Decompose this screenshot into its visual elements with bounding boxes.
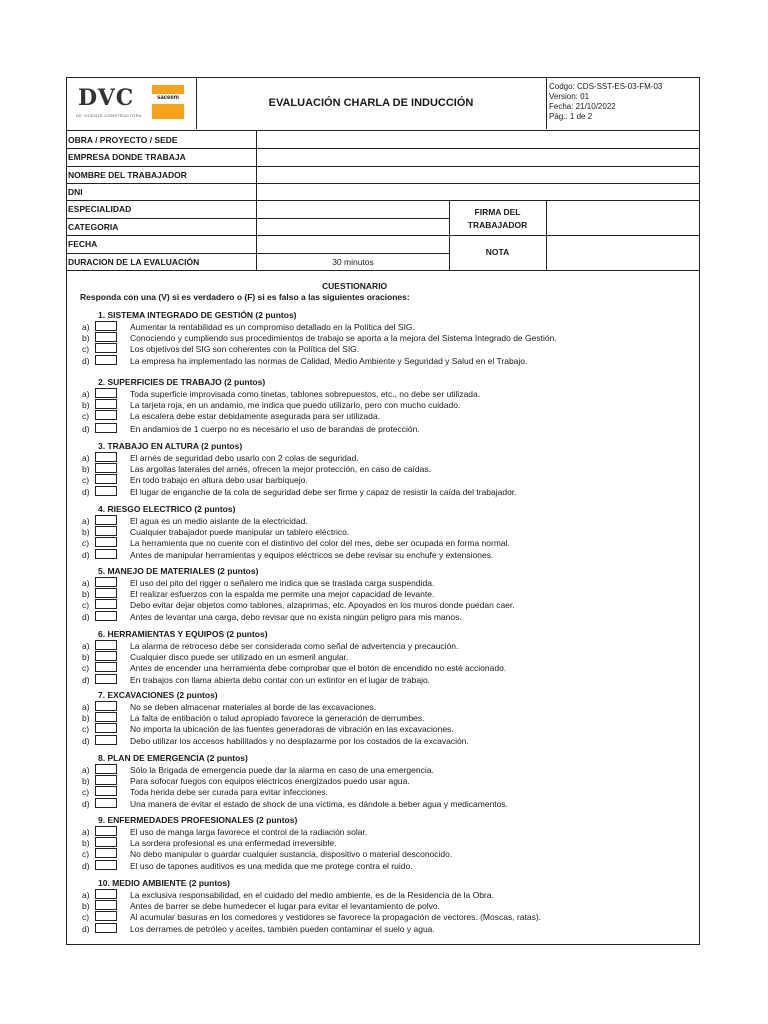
option-text: No importa la ubicación de las fuentes generadoras de vibración en las excavaciones. xyxy=(130,724,454,734)
field-label-fecha: FECHA xyxy=(68,239,98,249)
option-text: La herramienta que no cuente con el distintivo del color del mes, debe ser ocupada en forma normal. xyxy=(130,538,510,548)
option-letter: c) xyxy=(82,600,90,610)
option-text: El agua es un medio aislante de la electricidad. xyxy=(130,516,308,526)
firma-trabajador-label: FIRMA DEL TRABAJADOR xyxy=(467,207,528,230)
saceem-logo: saceem xyxy=(152,85,184,119)
option-letter: b) xyxy=(82,838,90,848)
option-text: Al acumular basuras en los comedores y vestidores se favorece la propagación de vectores. (Moscas, ratas). xyxy=(130,912,542,922)
option-text: La tarjeta roja, en un andamio, me indica que puedo utilizarlo, pero con mucho cuidado. xyxy=(130,400,461,410)
option-text: El realizar esfuerzos con la espalda me permite una mejor capacidad de levante. xyxy=(130,589,435,599)
option-letter: c) xyxy=(82,849,90,859)
option-letter: d) xyxy=(82,550,90,560)
logo-cell xyxy=(66,77,197,129)
option-text: En andamios de 1 cuerpo no es necesario el uso de barandas de protección. xyxy=(130,424,420,434)
option-text: No se deben almacenar materiales al borde de las excavaciones. xyxy=(130,702,377,712)
nota-field[interactable] xyxy=(547,236,699,270)
answer-box[interactable] xyxy=(95,474,117,484)
date-line: Fecha: 21/10/2022 xyxy=(549,102,616,111)
option-letter: c) xyxy=(82,411,90,421)
field-input-nombre[interactable] xyxy=(257,166,699,183)
answer-box[interactable] xyxy=(95,537,117,547)
document-code-block xyxy=(546,77,698,129)
option-text: El uso de tapones auditivos es una medida que me protege contra el ruido. xyxy=(130,861,413,871)
duracion-value: 30 minutos xyxy=(332,257,374,267)
field-input-categoria[interactable] xyxy=(257,218,449,235)
firma-signature-field[interactable] xyxy=(547,200,699,235)
option-letter: d) xyxy=(82,861,90,871)
option-letter: c) xyxy=(82,724,90,734)
answer-box[interactable] xyxy=(95,860,117,870)
answer-box[interactable] xyxy=(95,786,117,796)
option-text: La sordera profesional es una enfermedad irreversible. xyxy=(130,838,337,848)
version-line: Version: 01 xyxy=(549,92,590,101)
option-text: La empresa ha implementado las normas de Calidad, Medio Ambiente y Seguridad y Salud en el Trabajo. xyxy=(130,356,528,366)
section-title: 6. HERRAMIENTAS Y EQUIPOS (2 puntos) xyxy=(98,629,268,639)
answer-box[interactable] xyxy=(95,826,117,836)
questionnaire-instructions: Responda con una (V) si es verdadero o (F) si es falso a las siguientes oraciones: xyxy=(80,292,410,302)
answer-box[interactable] xyxy=(95,775,117,785)
option-letter: a) xyxy=(82,578,90,588)
field-input-obra[interactable] xyxy=(257,131,699,148)
field-label-duracion: DURACION DE LA EVALUACIÓN xyxy=(68,257,200,267)
section-title: 10. MEDIO AMBIENTE (2 puntos) xyxy=(98,878,230,888)
answer-box[interactable] xyxy=(95,486,117,496)
option-text: La falta de entibación o talud apropiado favorece la generación de derrumbes. xyxy=(130,713,425,723)
answer-box[interactable] xyxy=(95,463,117,473)
option-text: El arnés de seguridad debo usarlo con 2 colas de seguridad. xyxy=(130,453,359,463)
option-letter: a) xyxy=(82,641,90,651)
option-text: El lugar de enganche de la cola de seguridad debe ser firme y capaz de resistir la caída del trabajador. xyxy=(130,487,517,497)
field-input-fecha[interactable] xyxy=(257,235,449,253)
option-letter: a) xyxy=(82,765,90,775)
option-letter: d) xyxy=(82,612,90,622)
field-label-categoria: CATEGORIA xyxy=(68,222,119,232)
answer-box[interactable] xyxy=(95,549,117,559)
option-text: Debo evitar dejar objetos como tablones, alzaprimas, etc. Apoyados en los muros donde puedan caer. xyxy=(130,600,515,610)
option-letter: c) xyxy=(82,787,90,797)
section-title: 8. PLAN DE EMERGENCIA (2 puntos) xyxy=(98,753,248,763)
section-title: 3. TRABAJO EN ALTURA (2 puntos) xyxy=(98,441,243,451)
answer-box[interactable] xyxy=(95,526,117,536)
option-letter: a) xyxy=(82,322,90,332)
answer-box[interactable] xyxy=(95,662,117,672)
answer-box[interactable] xyxy=(95,399,117,409)
answer-box[interactable] xyxy=(95,889,117,899)
field-input-especialidad[interactable] xyxy=(257,200,449,218)
answer-box[interactable] xyxy=(95,452,117,462)
option-letter: b) xyxy=(82,527,90,537)
answer-box[interactable] xyxy=(95,410,117,420)
option-letter: a) xyxy=(82,516,90,526)
answer-box[interactable] xyxy=(95,388,117,398)
field-input-dni[interactable] xyxy=(257,183,699,200)
field-label-obra: OBRA / PROYECTO / SEDE xyxy=(68,135,178,145)
option-letter: c) xyxy=(82,538,90,548)
answer-box[interactable] xyxy=(95,911,117,921)
option-letter: b) xyxy=(82,652,90,662)
option-text: Sólo la Brigada de emergencia puede dar la alarma en caso de una emergencia. xyxy=(130,765,434,775)
option-text: La exclusiva responsabilidad, en el cuidado del medio ambiente, es de la Residencia de la Obra. xyxy=(130,890,494,900)
answer-box[interactable] xyxy=(95,837,117,847)
page-line: Pág.: 1 de 2 xyxy=(549,112,593,121)
document-title: EVALUACIÓN CHARLA DE INDUCCIÓN xyxy=(268,97,474,109)
option-text: Antes de encender una herramienta debe comprobar que el botón de encendido no esté accionado. xyxy=(130,663,507,673)
option-letter: d) xyxy=(82,356,90,366)
answer-box[interactable] xyxy=(95,343,117,353)
answer-box[interactable] xyxy=(95,674,117,684)
answer-box[interactable] xyxy=(95,923,117,933)
option-text: El uso del pito del rigger o señalero me indica que se traslada carga suspendida. xyxy=(130,578,435,588)
answer-box[interactable] xyxy=(95,723,117,733)
section-title: 9. ENFERMEDADES PROFESIONALES (2 puntos) xyxy=(98,815,298,825)
option-text: La escalera debe estar debidamente asegurada para ser utilizada. xyxy=(130,411,380,421)
option-text: Una manera de evitar el estado de shock de una víctima, es dándole a beber agua y medicamentos. xyxy=(130,799,509,809)
answer-box[interactable] xyxy=(95,651,117,661)
option-text: Toda superficie improvisada como tinetas, tablones sobrepuestos, etc., no debe ser utilizada. xyxy=(130,389,481,399)
section-title: 5. MANEJO DE MATERIALES (2 puntos) xyxy=(98,566,259,576)
answer-box[interactable] xyxy=(95,577,117,587)
section-title: 4. RIESGO ELECTRICO (2 puntos) xyxy=(98,504,236,514)
section-title: 7. EXCAVACIONES (2 puntos) xyxy=(98,690,218,700)
option-letter: b) xyxy=(82,901,90,911)
option-text: Las argollas laterales del arnés, ofrecen la mejor protección, en caso de caídas. xyxy=(130,464,431,474)
option-text: Cualquier trabajador puede manipular un tablero eléctrico. xyxy=(130,527,350,537)
option-text: Cualquier disco puede ser utilizado en un esmeril angular. xyxy=(130,652,349,662)
option-letter: d) xyxy=(82,924,90,934)
option-letter: c) xyxy=(82,475,90,485)
option-letter: a) xyxy=(82,453,90,463)
option-letter: a) xyxy=(82,827,90,837)
answer-box[interactable] xyxy=(95,712,117,722)
option-letter: a) xyxy=(82,389,90,399)
option-text: Los objetivos del SIG son coherentes con la Política del SIG. xyxy=(130,344,360,354)
field-input-empresa[interactable] xyxy=(257,148,699,166)
answer-box[interactable] xyxy=(95,640,117,650)
option-letter: a) xyxy=(82,890,90,900)
option-text: No debo manipular o guardar cualquier sustancia, dispositivo o material desconocido. xyxy=(130,849,453,859)
option-letter: c) xyxy=(82,912,90,922)
answer-box[interactable] xyxy=(95,735,117,745)
option-text: Los derrames de petróleo y aceites, también pueden contaminar el suelo y agua. xyxy=(130,924,435,934)
option-letter: b) xyxy=(82,589,90,599)
option-letter: b) xyxy=(82,464,90,474)
option-text: La alarma de retroceso debe ser considerada como señal de advertencia y precaución. xyxy=(130,641,459,651)
answer-box[interactable] xyxy=(95,848,117,858)
option-letter: a) xyxy=(82,702,90,712)
field-label-empresa: EMPRESA DONDE TRABAJA xyxy=(68,152,186,162)
option-letter: d) xyxy=(82,736,90,746)
answer-box[interactable] xyxy=(95,900,117,910)
section-title: 2. SUPERFICIES DE TRABAJO (2 puntos) xyxy=(98,377,266,387)
option-letter: d) xyxy=(82,487,90,497)
answer-box[interactable] xyxy=(95,764,117,774)
answer-box[interactable] xyxy=(95,599,117,609)
option-letter: d) xyxy=(82,675,90,685)
section-title: 1. SISTEMA INTEGRADO DE GESTIÓN (2 puntos) xyxy=(98,310,297,320)
option-text: Conociendo y cumpliendo sus procedimientos de trabajo se aporta a la mejora del Sistema Integrado de Gestión. xyxy=(130,333,557,343)
option-letter: c) xyxy=(82,344,90,354)
nota-label: NOTA xyxy=(485,247,510,257)
answer-box[interactable] xyxy=(95,355,117,365)
option-letter: b) xyxy=(82,333,90,343)
answer-box[interactable] xyxy=(95,515,117,525)
option-text: Debo utilizar los accesos habilitados y no desplazarme por los costados de la excavación. xyxy=(130,736,469,746)
option-text: Antes de barrer se debe humedecer el lugar para evitar el levantamiento de polvo. xyxy=(130,901,440,911)
answer-box[interactable] xyxy=(95,588,117,598)
dvc-logo: DVC xyxy=(78,85,135,111)
answer-box[interactable] xyxy=(95,611,117,621)
option-text: Antes de manipular herramientas y equipos eléctricos se debe revisar su enchufe y extensiones. xyxy=(130,550,494,560)
answer-box[interactable] xyxy=(95,423,117,433)
option-text: Para sofocar fuegos con equipos eléctricos energizados puedo usar agua. xyxy=(130,776,410,786)
option-letter: d) xyxy=(82,424,90,434)
option-letter: c) xyxy=(82,663,90,673)
field-label-especialidad: ESPECIALIDAD xyxy=(68,204,132,214)
questionnaire-title: CUESTIONARIO xyxy=(322,281,388,291)
option-letter: b) xyxy=(82,776,90,786)
answer-box[interactable] xyxy=(95,321,117,331)
answer-box[interactable] xyxy=(95,701,117,711)
option-letter: d) xyxy=(82,799,90,809)
code-line: Codgo: CDS-SST-ES-03-FM-03 xyxy=(549,82,663,91)
document-header xyxy=(66,77,700,131)
answer-box[interactable] xyxy=(95,332,117,342)
field-label-nombre: NOMBRE DEL TRABAJADOR xyxy=(68,170,187,180)
option-text: Aumentar la rentabilidad es un compromiso detallado en la Política del SIG. xyxy=(130,322,415,332)
option-text: Antes de levantar una carga, debo revisar que no exista ningún peligro para mis manos. xyxy=(130,612,462,622)
option-text: En todo trabajo en altura debo usar barbiquejo. xyxy=(130,475,308,485)
option-letter: b) xyxy=(82,713,90,723)
field-label-dni: DNI xyxy=(68,187,83,197)
option-text: En trabajos con llama abierta debo contar con un extintor en el lugar de trabajo. xyxy=(130,675,431,685)
option-text: Toda herida debe ser curada para evitar infecciones. xyxy=(130,787,328,797)
option-text: El uso de manga larga favorece el control de la radiación solar. xyxy=(130,827,368,837)
answer-box[interactable] xyxy=(95,798,117,808)
dvc-logo-subtitle: DE VICENTE CONSTRUCTORA xyxy=(76,113,142,118)
option-letter: b) xyxy=(82,400,90,410)
